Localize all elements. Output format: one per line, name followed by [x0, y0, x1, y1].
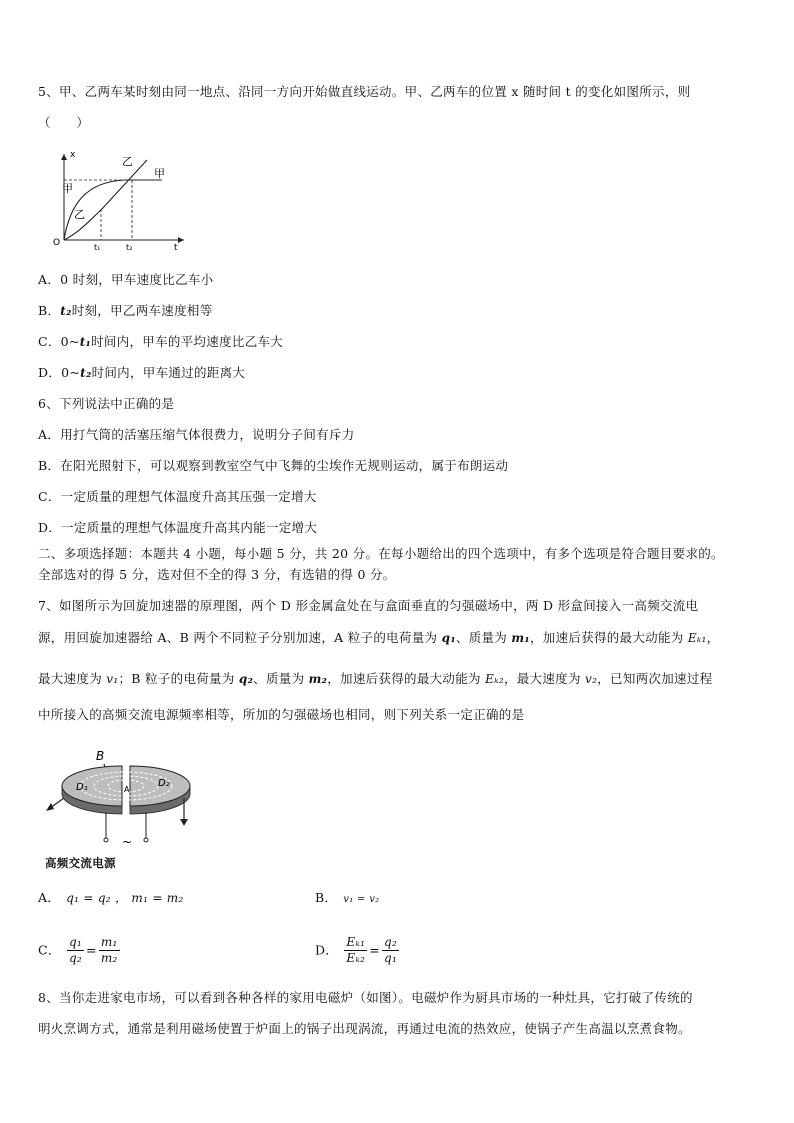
q7-line3-text-d: ，加速后获得的最大动能为: [327, 671, 486, 686]
graph-label-jia-right: 甲: [154, 167, 165, 180]
q7-option-a-prefix: A．: [38, 890, 61, 905]
q7-option-c-num1: q₁: [68, 935, 83, 949]
terminal-right: [144, 838, 148, 842]
q7-option-c-frac-right: [99, 935, 120, 966]
terminal-left: [104, 838, 108, 842]
q8-stem-line-1: 8、当你走进家电市场，可以看到各种各样的家用电磁炉（如图）。电磁炉作为厨具市场的一种灶具，它打破了传统的: [38, 990, 693, 1005]
graph-label-yi-top: 乙: [122, 155, 133, 168]
q7-option-d-num1: Eₖ₁: [346, 935, 366, 949]
ac-symbol: ~: [122, 835, 133, 849]
q8-stem-line-2: 明火烹调方式，通常是利用磁场使置于炉面上的锅子出现涡流，再通过电流的热效应，使锅子产生高温以烹煮食物。: [38, 1021, 691, 1036]
q5-stem-line-1: 5、甲、乙两车某时刻由同一地点、沿同一方向开始做直线运动。甲、乙两车的位置 x 随时间 t 的变化如图所示，则: [38, 84, 691, 99]
q5-option-b: [38, 303, 213, 319]
q7-option-b-math: v₁ = v₂: [343, 894, 380, 905]
q7-line3-text-a: 最大速度为: [38, 671, 107, 686]
q7-option-b-prefix: B．: [315, 890, 338, 905]
q7-v1: v₁: [106, 672, 119, 686]
q7-option-c-prefix: C．: [38, 942, 61, 958]
q7-figure-caption: 高频交流电源: [45, 856, 116, 870]
section2-heading-line-1: 二、多项选择题：本题共 4 小题，每小题 5 分，共 20 分。在每小题给出的四个选项中，有多个选项是符合题目要求的。: [38, 546, 724, 561]
q5-option-d-prefix: D．0~: [38, 365, 81, 380]
q7-ek1: Eₖ₁: [687, 631, 707, 645]
q7-line3-text-e: ，最大速度为: [503, 671, 586, 686]
q7-option-d-num2: q₂: [384, 935, 398, 949]
q5-option-a: A．0 时刻，甲车速度比乙车小: [38, 272, 214, 287]
q5-position-time-graph: [52, 148, 202, 253]
graph-label-t: t: [174, 243, 178, 253]
d1-label: D₁: [76, 782, 88, 793]
q5-option-c-prefix: C．0~: [38, 334, 80, 349]
q7-line3-text-c: 、质量为: [253, 671, 309, 686]
q7-cyclotron-figure: [40, 742, 200, 870]
q7-option-d-den2: q₁: [384, 951, 398, 965]
graph-label-x: x: [70, 150, 76, 160]
q7-option-d: [315, 930, 401, 970]
yi-curve: [64, 160, 147, 240]
source-a-label: A: [124, 785, 130, 794]
q7-v2: v₂: [585, 672, 598, 686]
y-axis-arrow: [61, 154, 67, 160]
section2-heading-line-2: 全部选对的得 5 分，选对但不全的得 3 分，有选错的得 0 分。: [38, 567, 396, 582]
q5-option-b-text: 时刻，甲乙两车速度相等: [71, 303, 213, 318]
q7-line3-text-b: ；B 粒子的电荷量为: [118, 671, 239, 686]
q5-option-c: [38, 334, 283, 350]
graph-label-jia-left: 甲: [62, 182, 73, 195]
q7-option-b: [315, 890, 379, 908]
x-axis-arrow: [178, 237, 184, 243]
d2-label: D₂: [158, 778, 170, 789]
q7-option-d-eq: =: [369, 942, 381, 958]
q6-option-d: D．一定质量的理想气体温度升高其内能一定增大: [38, 520, 318, 535]
q5-option-d-var: t₂: [80, 366, 92, 380]
q7-option-c-den1: q₂: [68, 951, 83, 965]
q6-option-c: C．一定质量的理想气体温度升高其压强一定增大: [38, 489, 317, 504]
q7-ek2: Eₖ₂: [485, 672, 504, 686]
q7-line2-text-a: 源，用回旋加速器给 A、B 两个不同粒子分别加速，A 粒子的电荷量为: [38, 630, 442, 645]
q5-answer-blank: （ ）: [38, 115, 90, 130]
graph-label-t1: t₁: [94, 243, 101, 252]
q7-option-c-num2: m₁: [100, 935, 118, 949]
q7-line2-text-b: 、质量为: [455, 630, 512, 645]
q7-option-d-prefix: D．: [315, 942, 339, 958]
graph-label-yi-lower: 乙: [74, 208, 85, 221]
q7-option-d-frac-left: [344, 935, 367, 966]
q7-option-a-math: q₁ = q₂ ， m₁ = m₂: [66, 891, 184, 905]
q5-option-c-var: t₁: [79, 335, 92, 349]
q7-q2: q₂: [238, 672, 254, 686]
q7-option-c-frac-left: [67, 935, 84, 966]
q7-option-d-frac-right: [382, 935, 399, 966]
q7-option-c-den2: m₂: [100, 951, 118, 965]
q7-stem-line-2: [38, 630, 719, 646]
q5-option-b-var: t₂: [60, 304, 72, 318]
q7-m1: m₁: [511, 631, 530, 645]
exit-arrow-head: [46, 803, 54, 811]
q7-option-a: [38, 890, 184, 906]
q7-option-c-eq: =: [86, 942, 97, 958]
q7-stem-line-3: [38, 671, 712, 687]
q7-line2-text-d: ，: [706, 630, 720, 645]
q5-option-c-text: 时间内，甲车的平均速度比乙车大: [91, 334, 284, 349]
q5-option-d: [38, 365, 245, 381]
q7-option-c: [38, 930, 122, 970]
q7-line2-text-c: ，加速后获得的最大动能为: [529, 630, 688, 645]
q7-option-d-den1: Eₖ₂: [346, 951, 366, 965]
q7-stem-line-4: 中所接入的高频交流电源频率相等，所加的匀强磁场也相同，则下列关系一定正确的是: [38, 707, 525, 722]
b-field-label: B: [96, 749, 105, 763]
q6-option-a: A．用打气筒的活塞压缩气体很费力，说明分子间有斥力: [38, 427, 355, 442]
graph-label-origin: O: [53, 238, 61, 248]
q7-m2: m₂: [308, 672, 328, 686]
field-down-arrow-head: [180, 819, 188, 826]
q7-line3-text-f: ，已知两次加速过程: [597, 671, 713, 686]
q5-option-d-text: 时间内，甲车通过的距离大: [91, 365, 246, 380]
q7-stem-line-1: 7、如图所示为回旋加速器的原理图，两个 D 形金属盒处在与盒面垂直的匀强磁场中，两 D 形盒间接入一高频交流电: [38, 598, 699, 613]
q6-stem: 6、下列说法中正确的是: [38, 396, 175, 411]
graph-label-t2: t₂: [126, 243, 133, 252]
q5-option-b-prefix: B．: [38, 303, 61, 318]
q7-q1: q₁: [441, 631, 456, 645]
q6-option-b: B．在阳光照射下，可以观察到教室空气中飞舞的尘埃作无规则运动，属于布朗运动: [38, 458, 509, 473]
